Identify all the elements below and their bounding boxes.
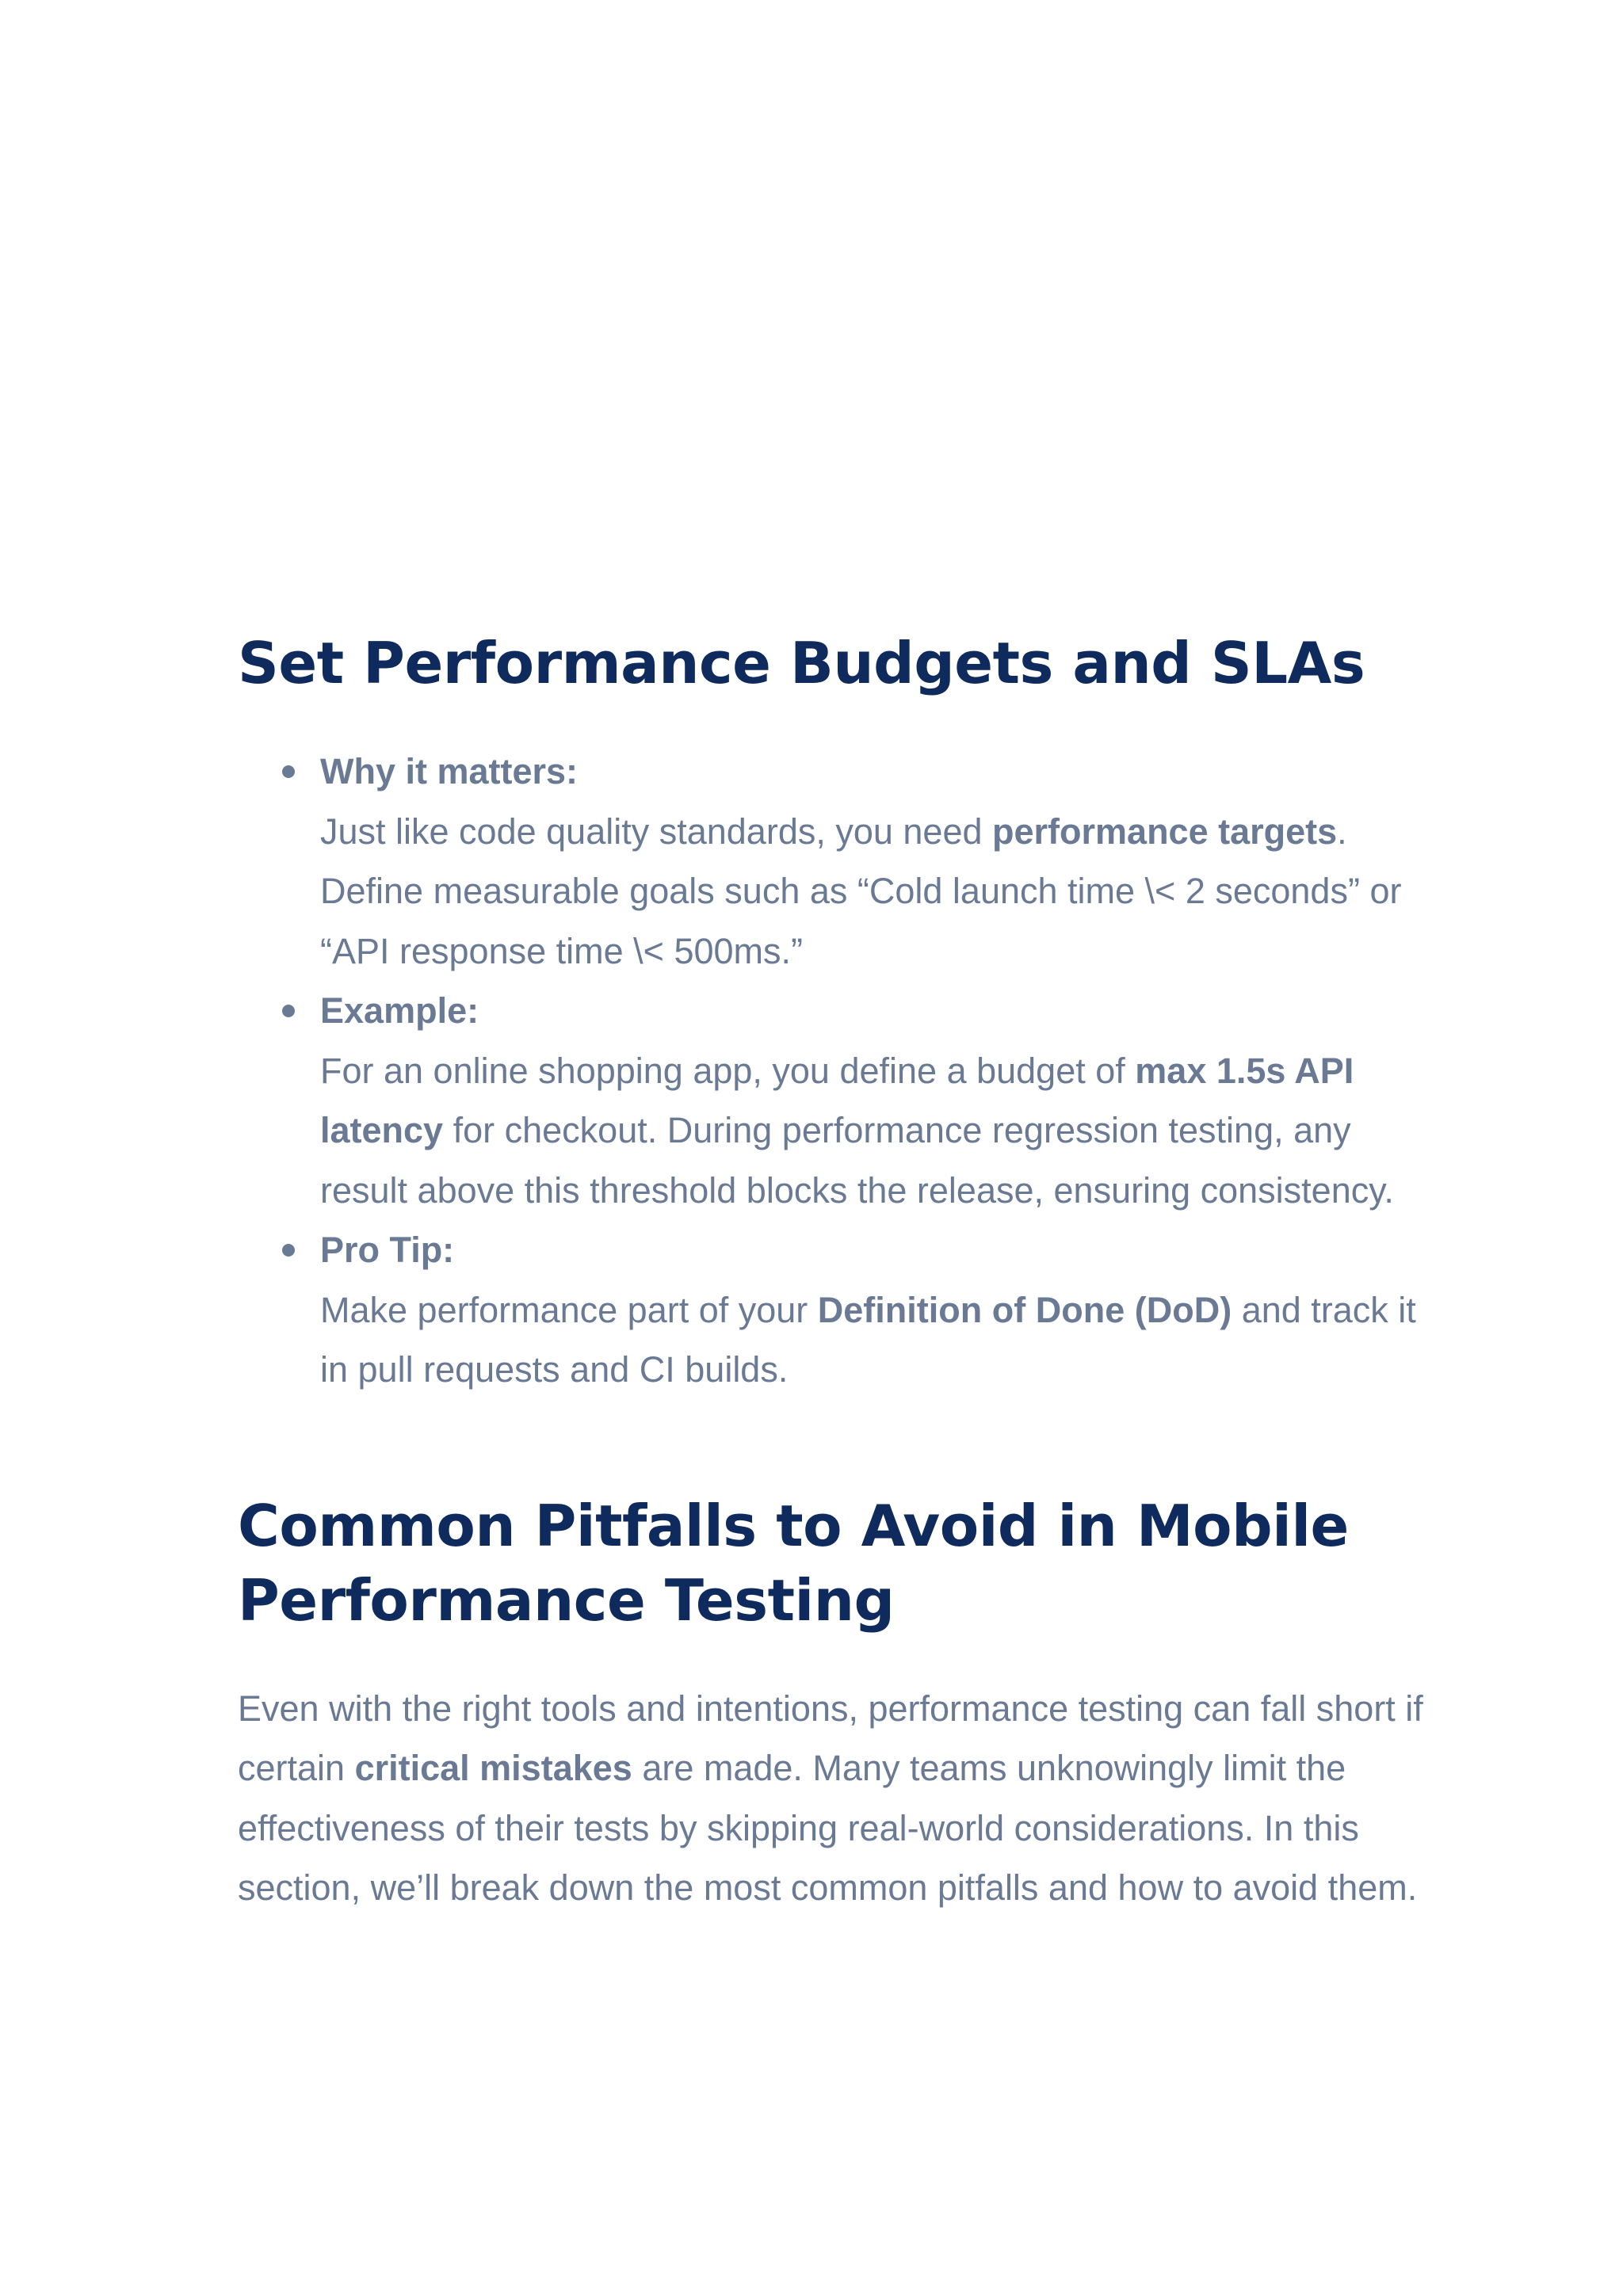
list-item-emphasis: Definition of Done (DoD) [817, 1289, 1232, 1330]
section-intro-paragraph [238, 1679, 1442, 1918]
bullet-dot-icon [282, 1244, 295, 1257]
list-item-why-it-matters [320, 742, 1442, 981]
list-item-text: for checkout. During performance regression testing, any result above this threshold blocks the release, ensuring consistency. [320, 1110, 1394, 1211]
list-item-text: Just like code quality standards, you need [320, 810, 993, 852]
list-item-pro-tip [320, 1220, 1442, 1400]
bullet-list [238, 742, 1442, 1400]
section-heading-performance-budgets: Set Performance Budgets and SLAs [238, 630, 1365, 696]
bullet-dot-icon [282, 765, 295, 778]
list-item-text: . Define measurable goals such as “Cold launch time \< 2 seconds” or “API response time \< 500ms.” [320, 810, 1402, 971]
list-item-text: For an online shopping app, you define a budget of [320, 1050, 1136, 1091]
list-item-text: and track it in pull requests and CI builds. [320, 1289, 1416, 1390]
paragraph-text: are made. Many teams unknowingly limit the effectiveness of their tests by skipping real-world considerations. In this section, we’ll break down the most common pitfalls and how to avoid them. [238, 1748, 1418, 1908]
list-item-label: Example: [320, 990, 479, 1031]
list-item-emphasis: max 1.5s API latency [320, 1050, 1354, 1150]
bullet-dot-icon [282, 1005, 295, 1017]
list-item-example [320, 981, 1442, 1220]
article-content [238, 626, 1442, 1918]
list-item-text: Make performance part of your [320, 1289, 818, 1330]
list-item-label: Pro Tip: [320, 1230, 455, 1270]
list-item-emphasis: performance targets [992, 810, 1338, 852]
section-heading-common-pitfalls: Common Pitfalls to Avoid in Mobile Performance Testing [238, 1492, 1349, 1634]
paragraph-text: Even with the right tools and intentions, performance testing can fall short if certain [238, 1688, 1423, 1788]
list-item-label: Why it matters: [320, 751, 579, 791]
paragraph-emphasis: critical mistakes [354, 1748, 632, 1788]
